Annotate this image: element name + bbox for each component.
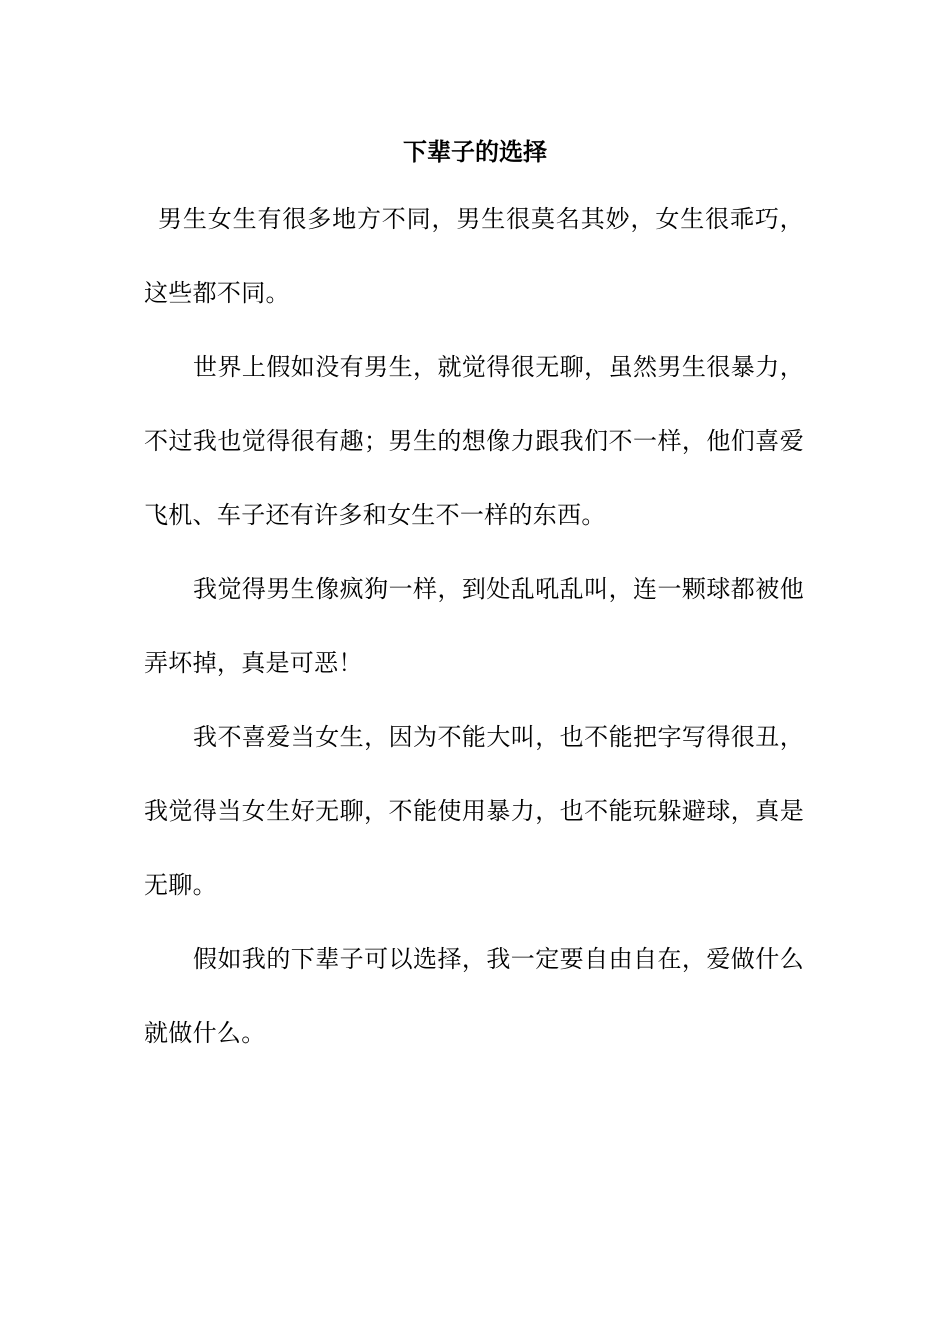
paragraph-3: 我觉得男生像疯狗一样，到处乱吼乱叫，连一颗球都被他弄坏掉，真是可恶！ — [144, 575, 804, 677]
paragraph-1: 男生女生有很多地方不同，男生很莫名其妙，女生很乖巧，这些都不同。 — [144, 205, 804, 307]
paragraph-2: 世界上假如没有男生，就觉得很无聊，虽然男生很暴力，不过我也觉得很有趣；男生的想像力跟我们不一样，他们喜爱飞机、车子还有许多和女生不一样的东西。 — [144, 353, 804, 529]
document-body — [144, 182, 804, 1070]
paragraph-4: 我不喜爱当女生，因为不能大叫，也不能把字写得很丑，我觉得当女生好无聊，不能使用暴力，也不能玩躲避球，真是无聊。 — [144, 723, 804, 899]
paragraph-5: 假如我的下辈子可以选择，我一定要自由自在，爱做什么就做什么。 — [144, 945, 804, 1047]
document-title: 下辈子的选择 — [403, 137, 547, 166]
